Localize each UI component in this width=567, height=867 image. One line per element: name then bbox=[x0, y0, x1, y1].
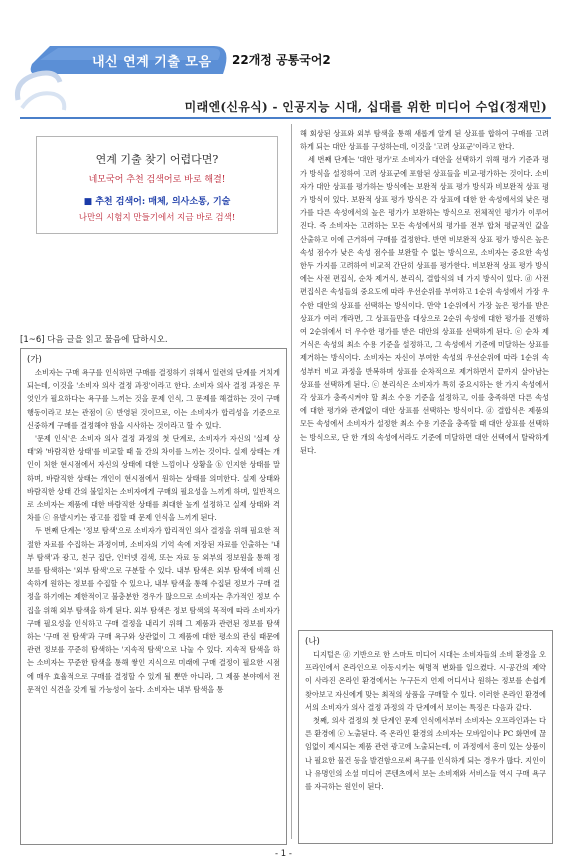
passage-ga-paragraph: 소비자는 구매 욕구를 인식하면 구매를 결정하기 위해서 일련의 단계를 거치게 되는데, 이것을 '소비자 의사 결정 과정'이라고 한다. 소비자 의사 결정 과정은 무엇인가 필요하다는 욕구를 느끼는 것을 문제 인식, 그 문제를 해결하는 것이 구매 행동이라고 보는 관점이 ⓐ 반영된 것이므로, 이는 소비자가 합리성을 기준으로 신중하게 구매를 결정해야 함을 시사하는 것이라고 할 수 있다. bbox=[27, 368, 280, 430]
passage-na-box bbox=[298, 630, 553, 844]
passage-na-label: (나) bbox=[305, 637, 320, 647]
header-rule bbox=[20, 117, 551, 119]
passage-ga-paragraph: '문제 인식'은 소비자 의사 결정 과정의 첫 단계로, 소비자가 자신의 '실제 상태'와 '바람직한 상태'를 비교할 때 둘 간의 차이를 느끼는 것이다. 실제 상태는 개인이 처한 현시점에서 자신의 상태에 대한 느낌이나 상황을 ⓑ 인지한 상태를 말하며, 바람직한 상태는 개인이 현시점에서 원하는 상태를 의미한다. 실제 상태와 바람직한 상태 간의 불일치는 소비자에게 구매의 필요성을 느끼게 하며, 일반적으로 소비자는 제품에 대한 바람직한 상태를 최대한 높게 설정하고 실제 상태와 격차를 ⓒ 유발시키는 광고를 접할 때 문제 인식을 느끼게 된다. bbox=[27, 434, 280, 523]
lesson-title: 미래엔(신유식) - 인공지능 시대, 십대를 위한 미디어 수업(정재민) bbox=[184, 100, 547, 114]
header-bar bbox=[28, 46, 538, 74]
swirl-decoration-icon bbox=[4, 60, 84, 120]
passage-ga-paragraph: 두 번째 단계는 '정보 탐색'으로 소비자가 합리적인 의사 결정을 위해 필요한 적절한 자료를 수집하는 과정이며, 소비자의 기억 속에 저장된 자료를 인출하는 '내부 탐색'과 광고, 친구 집단, 인터넷 검색, 또는 자료 등 외부의 정보원을 통해 정보를 탐색하는 '외부 탐색'으로 구분할 수 있다. 내부 탐색은 외부 탐색에 비해 신속하게 원하는 정보를 수집할 수 있으나, 내부 탐색을 통해 수집된 정보가 구매 결정을 하기에는 제한적이고 불충분한 경우가 많으므로 소비자는 추가적인 정보 수집을 위해 외부 탐색을 하게 된다. 외부 탐색은 정보 탐색의 목적에 따라 소비자가 구매 필요성을 인식하고 구매 결정을 내리기 위해 그 제품과 관련된 정보를 탐색하는 '구매 전 탐색'과 구매 욕구와 상관없이 그 제품에 대한 평소의 관심 때문에 관련 정보를 꾸준히 탐색하는 '지속적 탐색'으로 나눌 수 있다. 지속적 탐색을 하는 소비자는 꾸준한 탐색을 통해 쌓인 지식으로 미래에 구매 결정이 필요한 시점에 매우 효율적으로 구매를 결정할 수 있게 될 뿐만 아니라, 그 제품 분야에서 전문적인 식견을 갖게 될 가능성이 높다. 소비자는 내부 탐색을 통 bbox=[27, 526, 280, 694]
promo-cta: 나만의 시험지 만들기에서 지금 바로 검색! bbox=[78, 213, 236, 223]
promo-headline: 연계 기출 찾기 어렵다면? bbox=[95, 153, 219, 166]
promo-subline: 네모국어 추천 검색어로 바로 해결! bbox=[88, 175, 226, 185]
column-divider bbox=[291, 124, 292, 839]
promo-box bbox=[36, 136, 278, 234]
continued-paragraph: 세 번째 단계는 '대안 평가'로 소비자가 대안을 선택하기 위해 평가 기준과 평가 방식을 설정하여 고려 상표군에 포함된 상표들을 비교·평가하는 것이다. 소비자가 대안 상표를 평가하는 방식에는 보완적 상표 평가 방식과 비보완적 상표 평가 방식이 있다. 보완적 상표 평가 방식은 각 상표에 대한 한 속성에서의 낮은 평가를 다른 속성에서의 높은 평가가 보완하는 방식으로 전체적인 평가가 이루어진다. 즉 소비자는 고려하는 모든 속성에서의 평가를 전부 합쳐 평균적인 값을 산출하고 이에 근거하여 구매를 결정한다. 반면 비보완적 상표 평가 방식은 높은 속성 점수가 낮은 속성 점수를 보완할 수 없는 방식으로, 소비자는 중요한 속성 한두 가지를 고려하여 비교적 간단히 상표를 평가한다. 비보완적 상표 평가 방식에는 사전 편집식, 순차 제거식, 분리식, 결합식의 네 가지 방식이 있다. ⓓ 사전 편집식은 속성들의 중요도에 따라 우선순위를 부여하고 1순위 속성에서 가장 우수한 대안의 상표를 선택하는 방식이다. 만약 1순위에서 가장 높은 평가를 받은 상표가 여러 개라면, 그 상표들만을 대상으로 2순위 속성에 대한 평가를 진행하여 2순위에서 더 우수한 평가를 받은 대안의 상표를 선택하게 된다. ⓔ 순차 제거식은 속성의 최소 수용 기준을 설정하고, 그 속성에서 기준에 미달하는 상표를 제거하는 방식이다. 소비자는 자신이 부여한 속성의 우선순위에 따라 1순위 속성부터 비교 과정을 반복하며 상표를 순차적으로 제거하면서 끝까지 살아남는 상표를 선택하게 된다. ⓒ 분리식은 소비자가 특히 중요시하는 한 가지 속성에서 각 상표가 충족시켜야 할 최소 수용 기준을 설정하고, 이를 충족하면 다른 속성에 대한 평가와 관계없이 대안 상표를 선택하는 방식이다. ⓓ 결합식은 제품의 모든 속성에서 소비자가 설정한 최소 수용 기준을 충족할 때 대안 상표를 선택하는 방식으로, 단 한 개의 속성에서라도 기준에 미달하면 대안 선택에서 탈락하게 된다. bbox=[300, 155, 549, 455]
subject-label: 22개정 공통국어2 bbox=[232, 53, 331, 67]
badge-title: 내신 연계 기출 모음 bbox=[92, 55, 212, 70]
continued-paragraph: 해 회상된 상표와 외부 탐색을 통해 새롭게 알게 된 상표를 합하여 구매를 고려하게 되는 대안 상표를 구성하는데, 이것을 '고려 상표군'이라고 한다. bbox=[300, 129, 549, 152]
page-number: - 1 - bbox=[275, 849, 292, 859]
passage-na-paragraph: 첫째, 의사 결정의 첫 단계인 문제 인식에서부터 소비자는 오프라인과는 다른 환경에 ⓔ 노출된다. 즉 온라인 환경의 소비자는 모바일이나 PC 화면에 끊임없이 제시되는 제품 관련 광고에 노출되는데, 이 과정에서 흥미 있는 상품이나 필요한 물건 등을 발견함으로써 욕구를 인식하게 되는 경우가 많다. 지인이나 유명인의 소셜 미디어 콘텐츠에서 보는 소비재와 서비스들 역시 구매 욕구를 자극하는 원인이 된다. bbox=[305, 716, 546, 792]
right-column-text bbox=[298, 127, 551, 457]
passage-na-paragraph: 디지털은 ⓓ 기반으로 한 스마트 미디어 시대는 소비자들의 소비 환경을 오프라인에서 온라인으로 이동시키는 혁명적 변화를 일으켰다. 시·공간의 제약이 사라진 온라인 환경에서는 누구든지 언제 어디서나 원하는 정보를 손쉽게 찾아보고 자신에게 맞는 최적의 상품을 구매할 수 있다. 이러한 온라인 환경에서의 소비자가 의사 결정 과정의 각 단계에서 보이는 특징은 다음과 같다. bbox=[305, 650, 546, 712]
passage-ga-box bbox=[20, 348, 287, 845]
promo-keywords: ■ 추천 검색어: 매체, 의사소통, 기술 bbox=[83, 197, 231, 207]
question-instructions: [1~6] 다음 글을 읽고 물음에 답하시오. bbox=[20, 335, 168, 345]
passage-ga-label: (가) bbox=[27, 355, 42, 365]
